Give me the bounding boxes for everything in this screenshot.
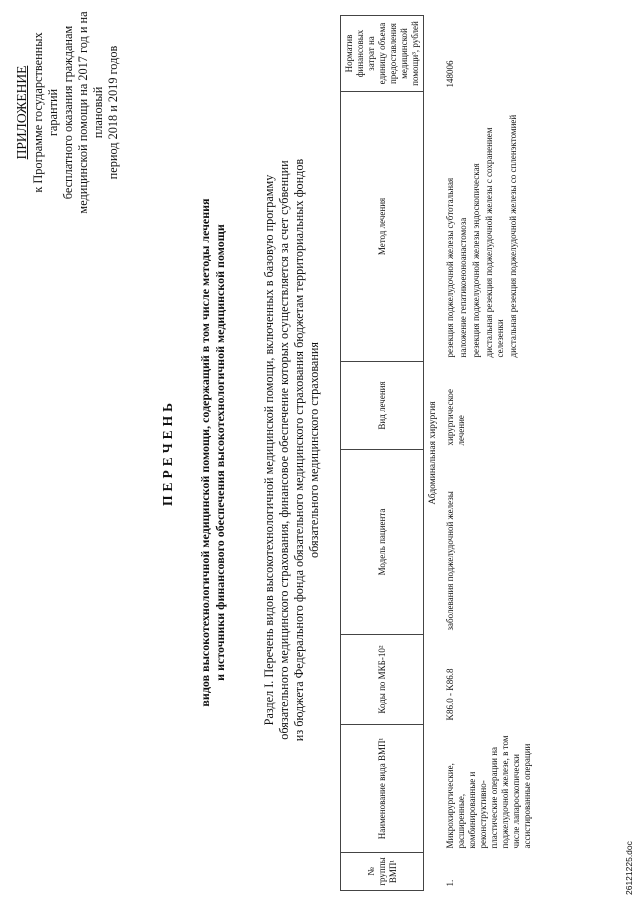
header-patient-model: Модель пациента <box>341 450 424 635</box>
appendix-line: к Программе государственных гарантий <box>31 32 60 193</box>
method-item: дистальная резекция поджелудочной железы с сохранением селезенки <box>484 127 505 358</box>
cell-treatment-type: хирургическое лечение <box>445 389 466 446</box>
table-header-row <box>341 16 424 891</box>
section-line: из бюджета Федерального фонда обязательного медицинского страхования бюджетам территориальных фондов <box>292 158 306 742</box>
document-title: ПЕРЕЧЕНЬ <box>160 398 175 507</box>
subtitle-line: видов высокотехнологичной медицинской помощи, содержащий в том числе методы лечения <box>198 198 212 707</box>
method-item: дистальная резекция поджелудочной железы со спленэктомией <box>508 114 518 358</box>
appendix-heading: ПРИЛОЖЕНИЕ <box>14 65 29 160</box>
appendix-block <box>14 10 121 215</box>
cell-patient-model: заболевания поджелудочной железы <box>445 491 455 631</box>
cell-number: 1. <box>445 879 455 887</box>
method-item: резекция поджелудочной железы эндоскопическая <box>471 163 481 358</box>
cell-cost: 148006 <box>445 60 455 88</box>
method-item: наложение гепатикоеюноанастомоза <box>458 217 468 358</box>
appendix-line: бесплатного оказания гражданам <box>61 25 75 200</box>
appendix-line: период 2018 и 2019 годов <box>106 45 120 180</box>
header-number: № группы ВМП¹ <box>341 853 424 891</box>
title-block <box>160 95 228 810</box>
header-treatment-type: Вид лечения <box>341 362 424 450</box>
cell-methods <box>443 92 535 362</box>
cell-name: Микрохирургические, расширенные, комбинированные и реконструктивно-пластические операции на поджелудочной железе, в том числе лапароскопически ассистированные операции <box>445 735 532 849</box>
file-name-footer: 26121225.doc <box>624 841 634 895</box>
header-name: Наименование вида ВМП¹ <box>341 725 424 853</box>
vmp-table <box>340 15 535 891</box>
section-line: обязательного медицинского страхования <box>307 342 321 558</box>
cell-codes: K86.0 - K86.8 <box>445 668 455 721</box>
method-item: резекция поджелудочной железы субтотальная <box>445 177 455 358</box>
section-line: Раздел I. Перечень видов высокотехнологичной медицинской помощи, включенных в базовую программу <box>262 174 276 726</box>
header-codes: Коды по МКБ-10² <box>341 635 424 725</box>
group-title: Абдоминальная хирургия <box>428 401 438 505</box>
appendix-line: медицинской помощи на 2017 год и на плановый <box>76 11 105 214</box>
section-line: обязательного медицинского страхования, финансовое обеспечение которых осуществляется за счет субвенции <box>277 160 291 740</box>
group-row <box>424 16 444 891</box>
header-method: Метод лечения <box>341 92 424 362</box>
header-cost: Норматив финансовых затрат на единицу объема предоставления медицинской помощи³, рублей <box>341 16 424 92</box>
subtitle-line: и источники финансового обеспечения высокотехнологичной медицинской помощи <box>213 224 227 681</box>
document-subtitle <box>198 95 228 810</box>
section-heading <box>262 65 322 835</box>
table-row <box>443 16 535 891</box>
